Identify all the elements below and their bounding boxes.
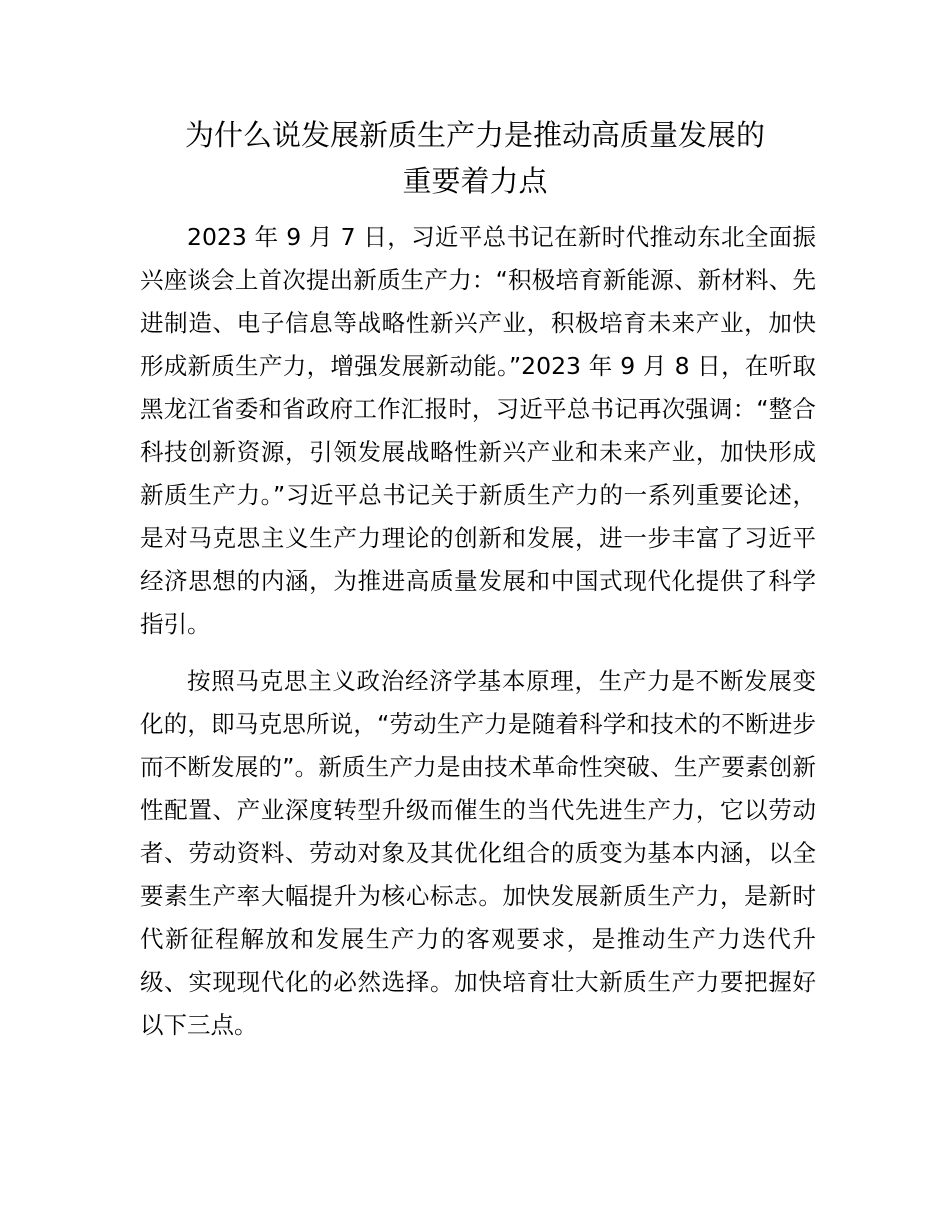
paragraph-1: 2023 年 9 月 7 日，习近平总书记在新时代推动东北全面振兴座谈会上首次提出新质生产力：“积极培育新能源、新材料、先进制造、电子信息等战略性新兴产业，积极培育未来产业，加快形成新质生产力，增强发展新动能。”2023 年 9 月 8 日，在听取黑龙江省委和省政府工作汇报时，习近平总书记再次强调：“整合科技创新资源，引领发展战略性新兴产业和未来产业，加快形成新质生产力。”习近平总书记关于新质生产力的一系列重要论述，是对马克思主义生产力理论的创新和发展，进一步丰富了习近平经济思想的内涵，为推进高质量发展和中国式现代化提供了科学指引。	[140, 223, 816, 638]
paragraph-2: 按照马克思主义政治经济学基本原理，生产力是不断发展变化的，即马克思所说，“劳动生产力是随着科学和技术的不断进步而不断发展的”。新质生产力是由技术革命性突破、生产要素创新性配置、产业深度转型升级而催生的当代先进生产力，它以劳动者、劳动资料、劳动对象及其优化组合的质变为基本内涵，以全要素生产率大幅提升为核心标志。加快发展新质生产力，是新时代新征程解放和发展生产力的客观要求，是推动生产力迭代升级、实现现代化的必然选择。加快培育壮大新质生产力要把握好以下三点。	[140, 667, 816, 1039]
document-title	[140, 112, 810, 204]
title-line-2: 重要着力点	[402, 164, 548, 198]
title-line-1: 为什么说发展新质生产力是推动高质量发展的	[184, 118, 765, 152]
